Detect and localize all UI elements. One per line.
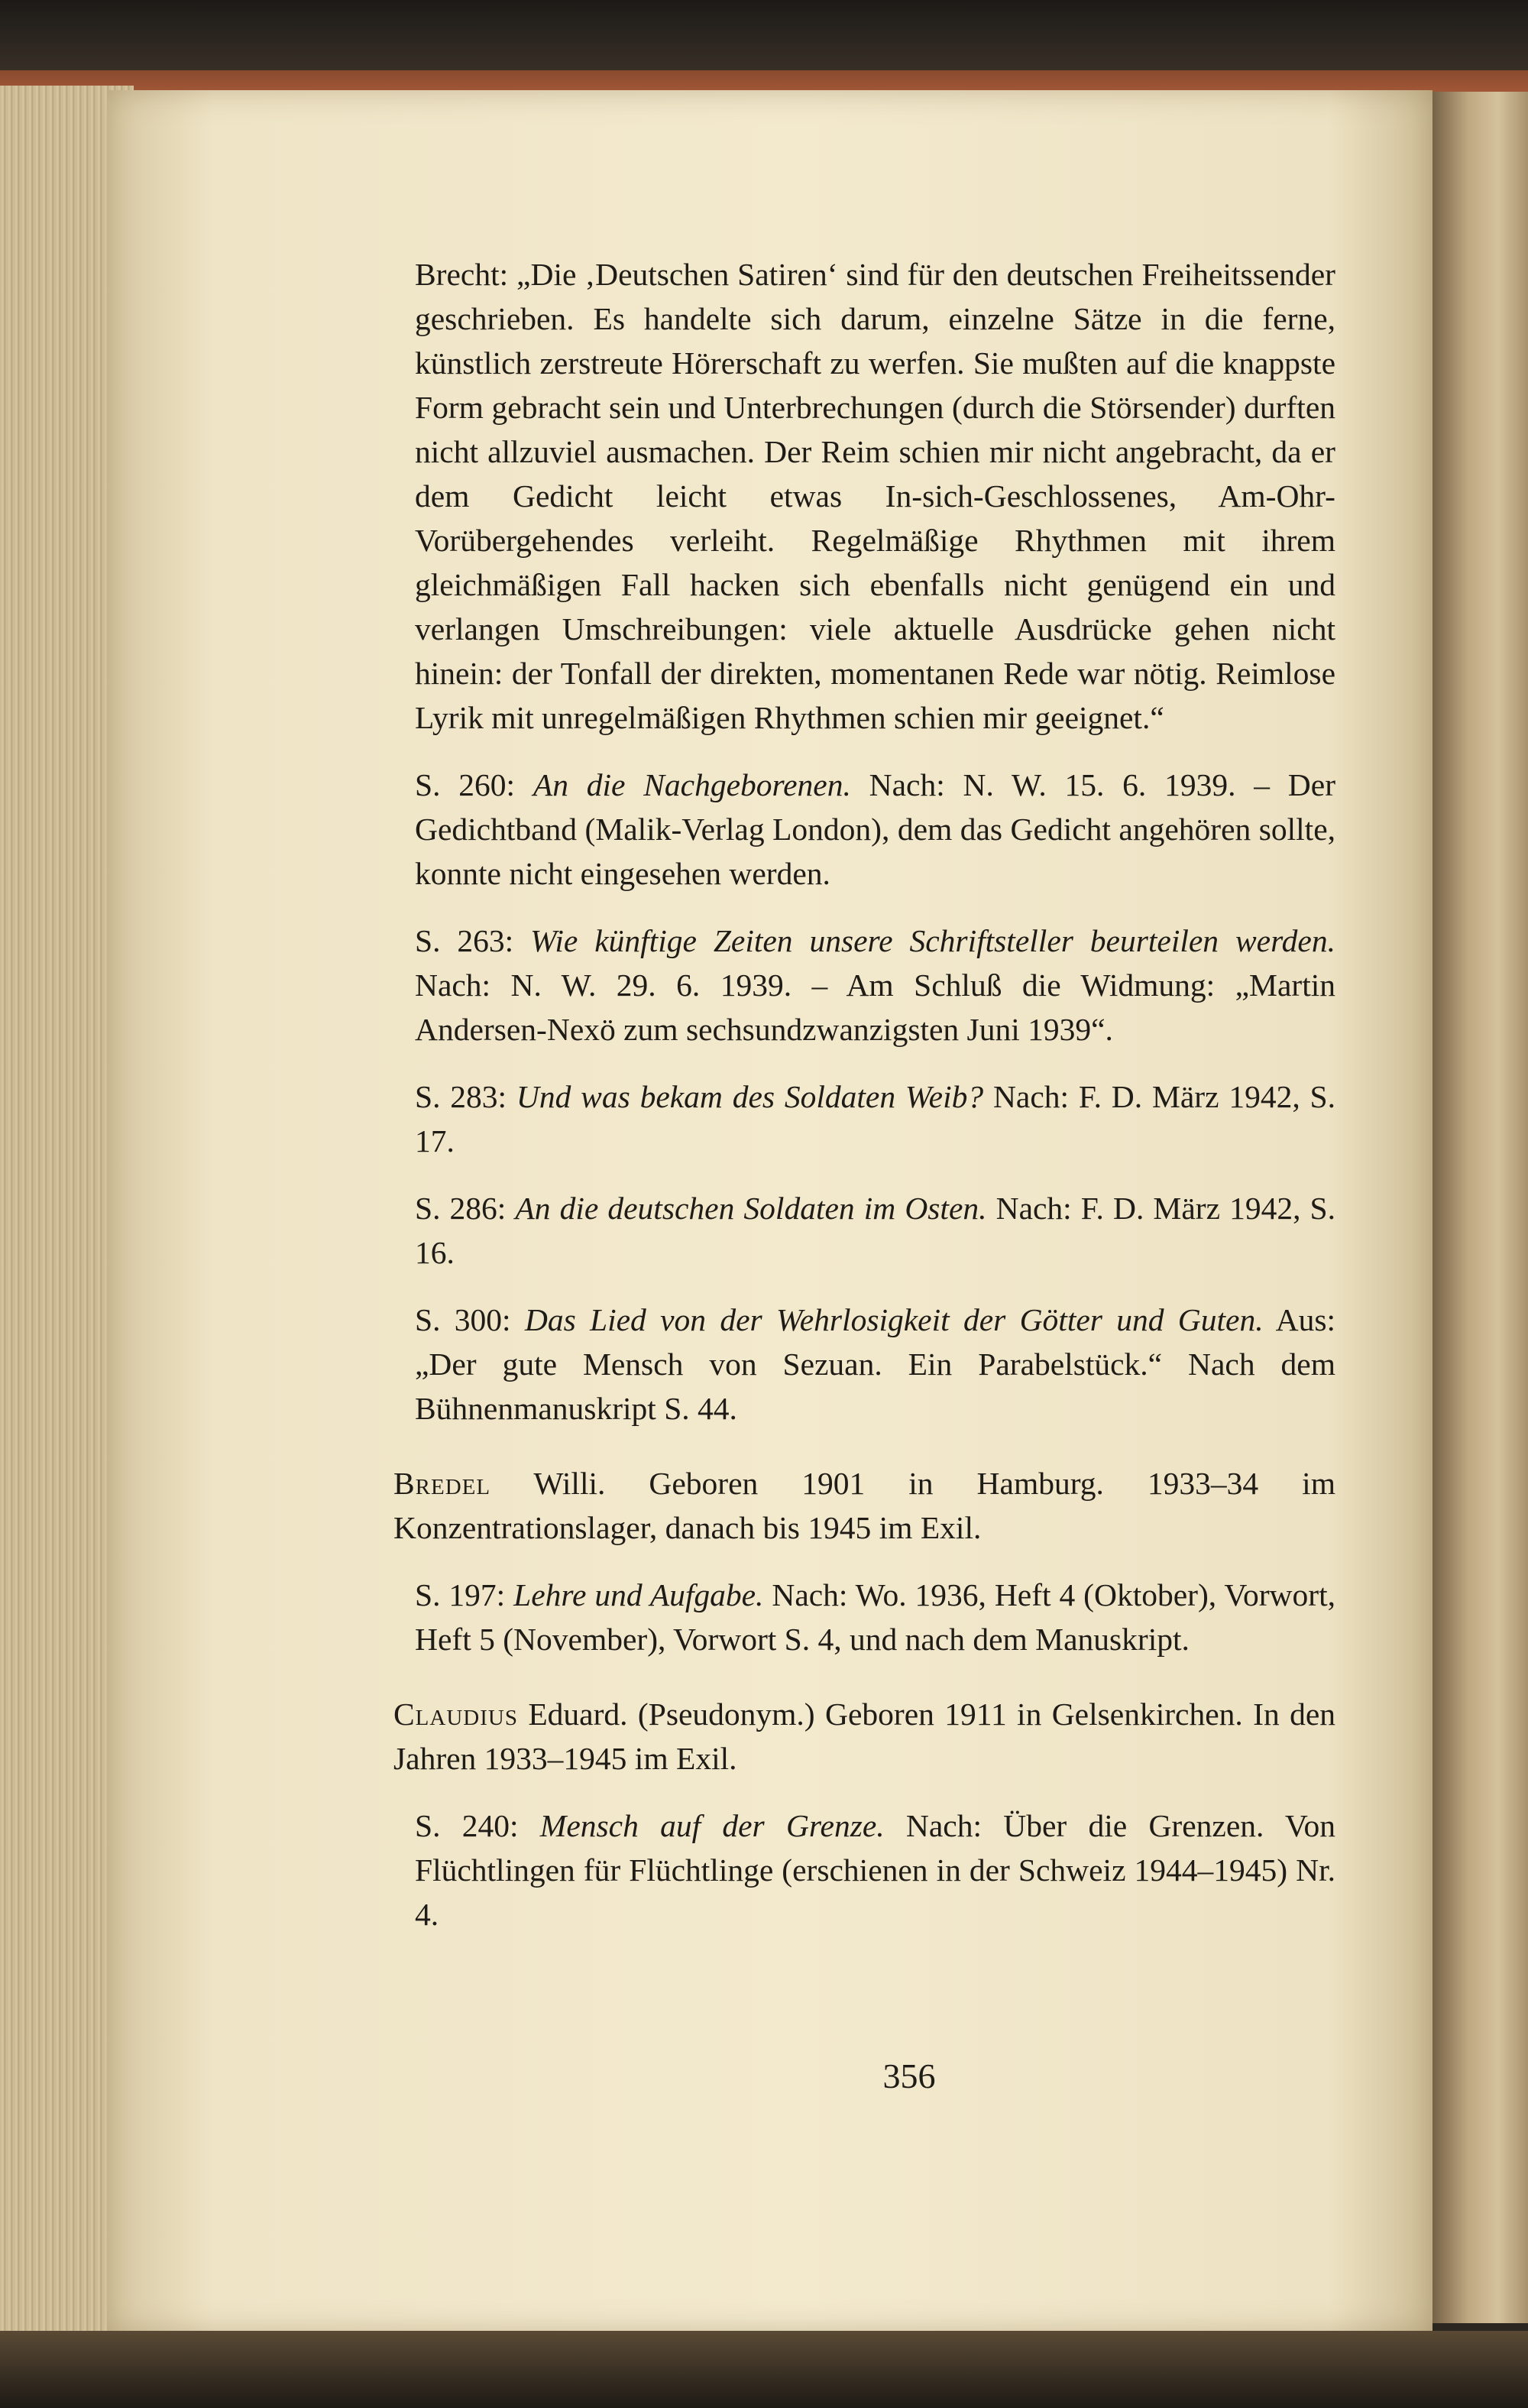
page-stack-right <box>1429 92 1528 2323</box>
page-number <box>0 2056 1528 2096</box>
entry-title: Das Lied von der Wehrlosigkeit der Götter und Guten. <box>524 1302 1264 1337</box>
quote-paragraph: Brecht: „Die ‚Deutschen Satiren‘ sind für den deutschen Freiheitssender geschrieben. Es handelte sich darum, einzelne Sätze in die ferne, künstlich zerstreute Hörerschaft zu werfen. Sie mußten auf die knappste Form gebracht sein und Unterbrechungen (durch die Störsender) durften nicht allzuviel ausmachen. Der Reim schien mir nicht angebracht, da er dem Gedicht leicht etwas In-sich-Geschlossenes, Am-Ohr-Vorübergehendes verleiht. Regelmäßige Rhythmen mit ihrem gleichmäßigen Fall hacken sich ebenfalls nicht genügend ein und verlangen Umschreibungen: viele aktuelle Ausdrücke gehen nicht hinein: der Tonfall der direkten, momentanen Rede war nötig. Reimlose Lyrik mit unregelmäßigen Rhythmen schien mir geeignet.“ <box>415 257 1335 735</box>
bottom-shadow <box>0 2331 1528 2408</box>
entry-title: Mensch auf der Grenze. <box>539 1808 885 1843</box>
entry-title: An die Nachgeborenen. <box>533 767 851 802</box>
entry-text: Nach: F. D. März 1942, S. 17. <box>415 1079 1335 1159</box>
entry-text: Nach: N. W. 15. 6. 1939. – Der Gedichtband (Malik-Verlag London), dem das Gedicht angehören sollte, konnte nicht eingesehen werden. <box>415 767 1336 891</box>
entry-ref: S. 283: <box>415 1079 507 1114</box>
entry-ref: S. 300: <box>415 1302 511 1337</box>
entry-ref: S. 197: <box>415 1577 506 1612</box>
entry-text: Nach: Über die Grenzen. Von Flüchtlingen für Flüchtlinge (erschienen in der Schweiz 1944–1945) Nr. 4. <box>415 1808 1336 1932</box>
backdrop <box>0 0 1528 76</box>
entry-text: Nach: N. W. 29. 6. 1939. – Am Schluß die Widmung: „Martin Andersen-Nexö zum sechsundzwanzigsten Juni 1939“. <box>415 967 1335 1047</box>
author-name: Bredel <box>393 1466 491 1501</box>
entry-paragraph <box>415 763 1335 896</box>
author-name: Claudius <box>393 1697 518 1732</box>
entry-paragraph <box>415 919 1335 1052</box>
entry-paragraph <box>415 1573 1335 1661</box>
entry-paragraph <box>415 1298 1335 1431</box>
page-number-text: 356 <box>882 2056 936 2095</box>
entry-paragraph <box>415 1074 1335 1163</box>
entry-ref: S. 263: <box>415 923 514 958</box>
entry-text: Nach: Wo. 1936, Heft 4 (Oktober), Vorwort, Heft 5 (November), Vorwort S. 4, und nach dem Manuskript. <box>415 1577 1335 1657</box>
page-text <box>393 252 1336 1959</box>
entry-title: An die deutschen Soldaten im Osten. <box>515 1191 987 1226</box>
entry-paragraph <box>415 1186 1335 1275</box>
entry-text: Aus: „Der gute Mensch von Sezuan. Ein Parabelstück.“ Nach dem Bühnenmanuskript S. 44. <box>415 1302 1335 1426</box>
author-entry <box>393 1461 1335 1550</box>
entry-ref: S. 240: <box>415 1808 519 1843</box>
entry-ref: S. 260: <box>415 767 516 802</box>
entry-paragraph <box>415 1804 1335 1936</box>
author-bio: Willi. Geboren 1901 in Hamburg. 1933–34 im Konzentrationslager, danach bis 1945 im Exil. <box>393 1466 1335 1545</box>
entry-ref: S. 286: <box>415 1191 507 1226</box>
author-entry <box>393 1692 1335 1781</box>
entry-title: Lehre und Aufgabe. <box>513 1577 764 1612</box>
entry-title: Wie künftige Zeiten unsere Schriftsteller beurteilen werden. <box>530 923 1335 958</box>
entry-title: Und was bekam des Soldaten Weib? <box>516 1079 984 1114</box>
author-bio: Eduard. (Pseudonym.) Geboren 1911 in Gelsenkirchen. In den Jahren 1933–1945 im Exil. <box>393 1697 1335 1776</box>
entry-text: Nach: F. D. März 1942, S. 16. <box>415 1191 1335 1270</box>
